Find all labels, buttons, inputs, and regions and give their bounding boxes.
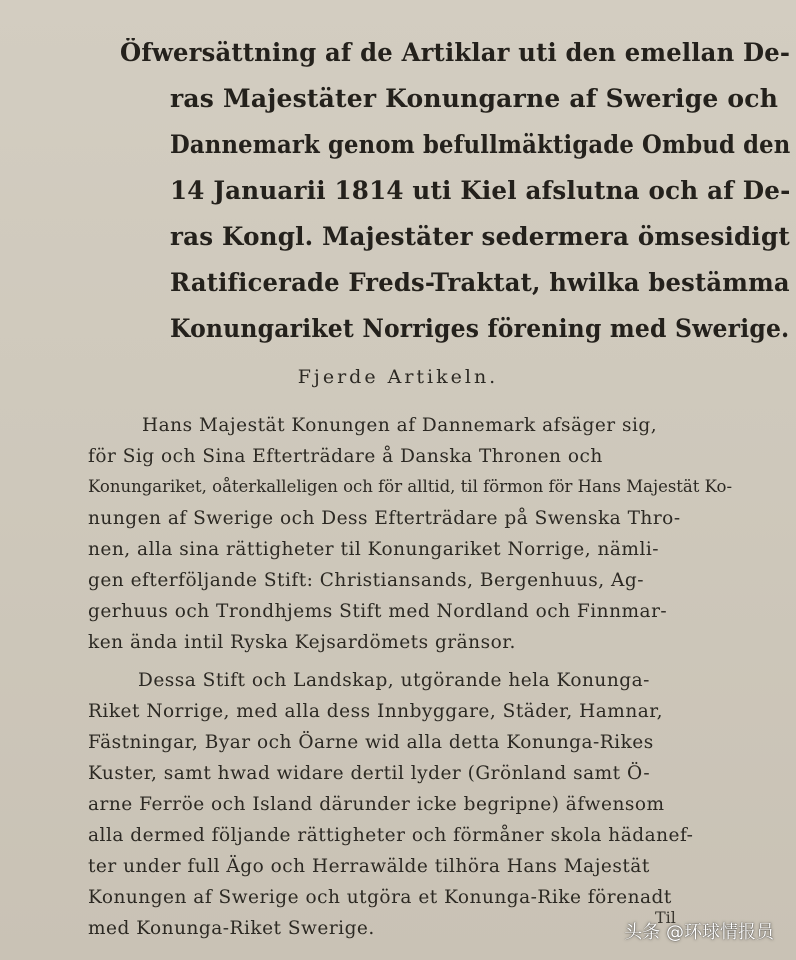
watermark: 头条 @环球情报员 — [624, 922, 774, 943]
title-line: Öfwersättning af de Artiklar uti den emellan De- — [120, 38, 791, 67]
title-line: ras Majestäter Konungarne af Swerige och — [170, 84, 779, 113]
text-line: arne Ferröe och Island därunder icke begripne) äfwensom — [88, 794, 665, 815]
text-line: alla dermed följande rättigheter och förmåner skola hädanef- — [88, 825, 694, 846]
title-line: 14 Januarii 1814 uti Kiel afslutna och af De- — [170, 176, 791, 205]
text-line: för Sig och Sina Efterträdare å Danska Thronen och — [88, 446, 603, 467]
article-heading: Fjerde Artikeln. — [297, 366, 499, 388]
text-line: gerhuus och Trondhjems Stift med Nordland och Finnmar- — [88, 601, 668, 622]
text-line: Dessa Stift och Landskap, utgörande hela Konunga- — [138, 670, 650, 691]
text-line: nen, alla sina rättigheter til Konungariket Norrige, nämli- — [88, 539, 660, 560]
page-catchword: Til — [655, 908, 676, 927]
title-line: Dannemark genom befullmäktigade Ombud den — [170, 130, 791, 159]
text-line: ken ända intil Ryska Kejsardömets gränsor. — [88, 632, 516, 653]
text-line: Konungariket, oåterkalleligen och för alltid, til förmon för Hans Majestät Ko- — [88, 477, 733, 496]
text-line: gen efterföljande Stift: Christiansands, Bergenhuus, Ag- — [88, 570, 644, 591]
text-line: Fästningar, Byar och Öarne wid alla detta Konunga-Rikes — [88, 732, 654, 753]
text-line: Hans Majestät Konungen af Dannemark afsäger sig, — [142, 415, 658, 436]
text-line: med Konunga-Riket Swerige. — [88, 918, 375, 939]
title-line: Konungariket Norriges förening med Swerige. — [170, 314, 790, 343]
text-line: ter under full Ägo och Herrawälde tilhöra Hans Majestät — [88, 856, 650, 877]
text-line: Konungen af Swerige och utgöra et Konunga-Rike förenadt — [88, 887, 672, 908]
title-line: ras Kongl. Majestäter sedermera ömsesidigt — [170, 222, 790, 251]
text-line: nungen af Swerige och Dess Efterträdare på Swenska Thro- — [88, 508, 681, 529]
text-line: Kuster, samt hwad widare dertil lyder (Grönland samt Ö- — [88, 763, 651, 784]
text-line: Riket Norrige, med alla dess Innbyggare, Städer, Hamnar, — [88, 701, 663, 722]
title-line: Ratificerade Freds-Traktat, hwilka bestämma — [170, 268, 790, 297]
